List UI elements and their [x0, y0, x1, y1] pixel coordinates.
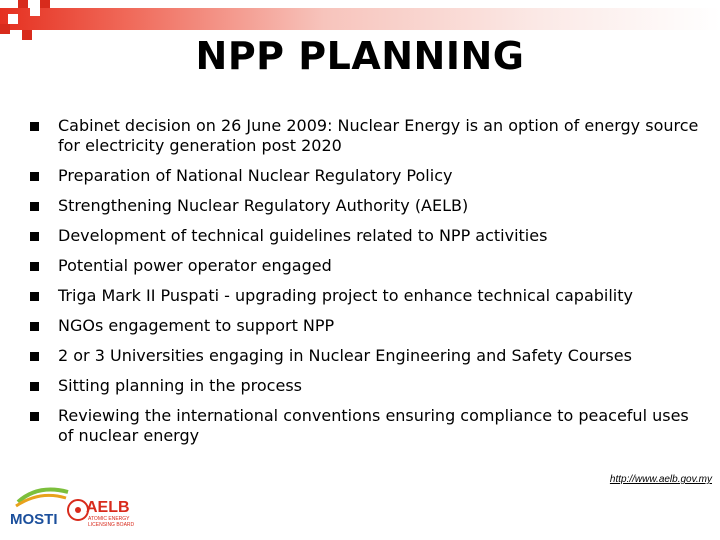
list-item-text: Preparation of National Nuclear Regulatory Policy	[58, 166, 453, 185]
square-bullet-icon	[30, 322, 39, 331]
website-link[interactable]: http://www.aelb.gov.my	[609, 474, 712, 485]
list-item-text: Sitting planning in the process	[58, 376, 302, 395]
list-item	[30, 376, 700, 396]
list-item-text: Reviewing the international conventions ensuring compliance to peaceful uses of nuclear energy	[58, 406, 689, 445]
corner-square-decoration	[0, 24, 10, 34]
list-item	[30, 286, 700, 306]
bullet-list	[30, 116, 700, 456]
square-bullet-icon	[30, 172, 39, 181]
list-item-text: Strengthening Nuclear Regulatory Authority (AELB)	[58, 196, 469, 215]
list-item	[30, 316, 700, 336]
square-bullet-icon	[30, 382, 39, 391]
list-item	[30, 196, 700, 216]
page-title: NPP PLANNING	[195, 34, 525, 78]
list-item	[30, 346, 700, 366]
square-bullet-icon	[30, 412, 39, 421]
square-bullet-icon	[30, 232, 39, 241]
footer-logos	[8, 470, 138, 530]
header-band	[0, 8, 720, 30]
list-item-text: Triga Mark II Puspati - upgrading project to enhance technical capability	[58, 286, 633, 305]
aelb-logo-subtitle: ATOMIC ENERGY	[88, 516, 130, 522]
list-item-text: NGOs engagement to support NPP	[58, 316, 335, 335]
list-item	[30, 406, 700, 446]
corner-square-decoration	[18, 0, 28, 8]
corner-square-decoration	[40, 0, 50, 8]
list-item-text: 2 or 3 Universities engaging in Nuclear Engineering and Safety Courses	[58, 346, 632, 365]
square-bullet-icon	[30, 292, 39, 301]
aelb-logo-subtitle: LICENSING BOARD	[88, 522, 135, 528]
list-item-text: Potential power operator engaged	[58, 256, 332, 275]
square-bullet-icon	[30, 122, 39, 131]
list-item	[30, 226, 700, 246]
list-item	[30, 166, 700, 186]
list-item-text: Development of technical guidelines related to NPP activities	[58, 226, 548, 245]
aelb-logo	[68, 499, 135, 528]
list-item	[30, 256, 700, 276]
mosti-logo	[10, 490, 68, 528]
mosti-logo-text: MOSTI	[10, 511, 58, 528]
aelb-logo-text: AELB	[86, 499, 130, 516]
square-bullet-icon	[30, 202, 39, 211]
list-item	[30, 116, 700, 156]
square-bullet-icon	[30, 352, 39, 361]
list-item-text: Cabinet decision on 26 June 2009: Nuclear Energy is an option of energy source for electricity generation post 2020	[58, 116, 699, 155]
square-bullet-icon	[30, 262, 39, 271]
